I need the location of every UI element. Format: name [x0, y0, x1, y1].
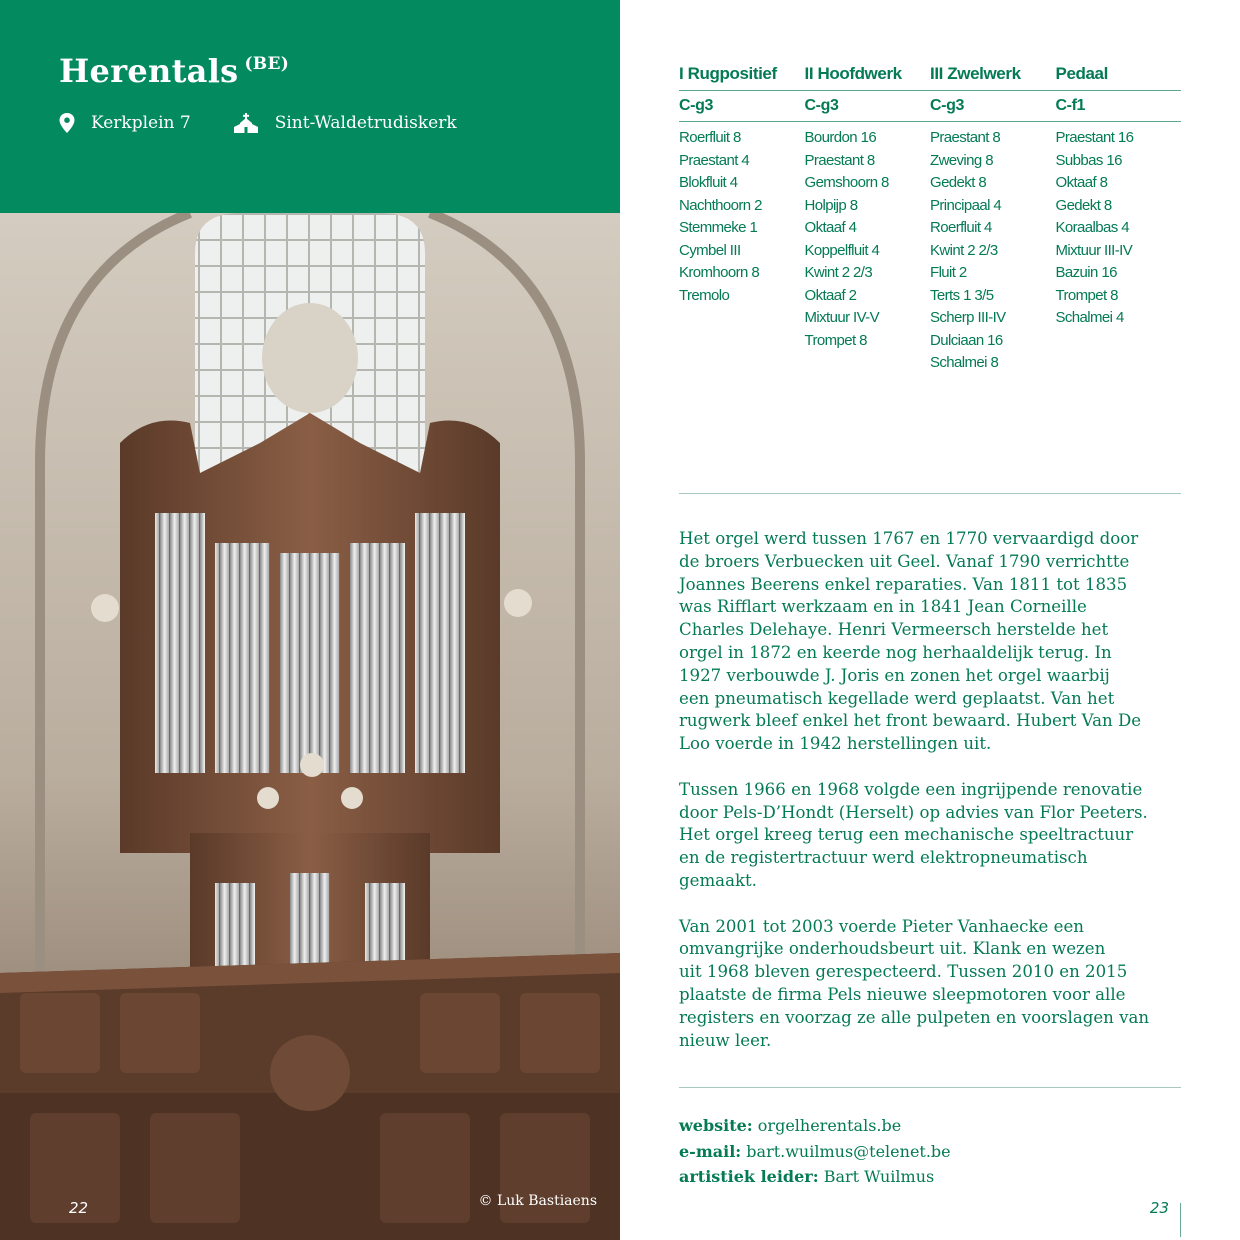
- stop-item: Praestant 16: [1055, 129, 1134, 146]
- map-pin-icon: [59, 113, 75, 133]
- stop-item: Fluit 2: [930, 264, 967, 281]
- organ-photo: [0, 213, 620, 1240]
- history-paragraph: Van 2001 tot 2003 voerde Pieter Vanhaecke een omvangrijke onderhoudsbeurt uit. Klank en wezen uit 1968 bleven gerespecteerd. Tussen 2010 en 2015 plaatste de firma Pels nieuwe sleepmotoren voor alle registers en voorzag ze alle pulpeten en voorslagen van nieuw leer.: [679, 916, 1150, 1050]
- photo-credit: © Luk Bastiaens: [478, 1193, 597, 1209]
- stop-item: Bazuin 16: [1055, 264, 1117, 281]
- stop-item: Gedekt 8: [930, 174, 987, 191]
- spec-column-rugpositief: [679, 64, 805, 375]
- stop-item: Praestant 8: [930, 129, 1001, 146]
- history-paragraph: Het orgel werd tussen 1767 en 1770 vervaardigd door de broers Verbuecken uit Geel. Vanaf 1790 verrichtte Joannes Beerens enkel reparaties. Van 1811 tot 1835 was Rifflart werkzaam en in 1841 Jean Corneille Charles Delehaye. Henri Vermeersch herstelde het orgel in 1872 en keerde nog herhaaldelijk terug. In 1927 verbouwde J. Joris en zonen het orgel waarbij een pneumatisch kegellade werd geplaatst. Van het rugwerk bleef enkel het front bewaard. Hubert Van De Loo voerde in 1942 herstellingen uit.: [679, 529, 1142, 754]
- spec-column-zwelwerk: [930, 64, 1056, 375]
- stop-item: Holpijp 8: [804, 196, 858, 214]
- stop-item: Mixtuur III-IV: [1055, 241, 1133, 259]
- stop-item: Mixtuur IV-V: [804, 309, 879, 326]
- stop-list: [930, 122, 1056, 375]
- stop-list: [1056, 122, 1182, 330]
- history-paragraph: Tussen 1966 en 1968 volgde een ingrijpende renovatie door Pels-D’Hondt (Herselt) op advies van Flor Peeters. Het orgel kreeg terug een mechanische speeltractuur en de registertractuur werd elektropneumatisch gemaakt.: [679, 779, 1148, 890]
- address-text: Kerkplein 7: [91, 113, 191, 133]
- website-link[interactable]: orgelherentals.be: [757, 1116, 902, 1135]
- history-text: [679, 528, 1189, 1075]
- country-code: (BE): [244, 54, 290, 74]
- right-page: [620, 0, 1240, 1240]
- stop-item: Subbas 16: [1055, 151, 1122, 169]
- header-band: [0, 0, 620, 213]
- email-line: [679, 1139, 951, 1165]
- spec-column-pedaal: [1056, 64, 1182, 375]
- stop-item: Roerfluit 8: [679, 129, 741, 146]
- page-number-right: 23: [1149, 1199, 1169, 1217]
- spec-column-head: I Rugpositief: [679, 64, 805, 91]
- spec-column-head: III Zwelwerk: [930, 64, 1056, 91]
- stop-list: [679, 122, 805, 307]
- spec-column-range: C-f1: [1056, 91, 1182, 122]
- stop-item: Schalmei 8: [930, 354, 999, 371]
- page-edge-rule: [1180, 1203, 1181, 1237]
- stop-item: Oktaaf 4: [804, 219, 857, 236]
- spec-column-range: C-g3: [805, 91, 931, 122]
- stop-item: Praestant 8: [804, 151, 875, 169]
- divider: [679, 1087, 1181, 1088]
- church-item: [233, 113, 457, 133]
- leader-line: [679, 1164, 951, 1190]
- stop-item: Oktaaf 8: [1055, 174, 1108, 191]
- spec-column-head: Pedaal: [1056, 64, 1182, 91]
- spec-column-hoofdwerk: [805, 64, 931, 375]
- stop-item: Trompet 8: [804, 331, 867, 349]
- stop-item: Kwint 2 2/3: [804, 264, 873, 281]
- stop-item: Gedekt 8: [1055, 196, 1112, 214]
- website-label: website:: [679, 1116, 753, 1135]
- organ-specification: [679, 64, 1181, 375]
- page-title: [59, 52, 289, 90]
- stop-item: Koraalbas 4: [1055, 219, 1129, 236]
- leader-name: Bart Wuilmus: [823, 1167, 935, 1186]
- address-item: [59, 113, 191, 133]
- church-icon: [233, 113, 259, 133]
- stop-item: Koppelfluit 4: [804, 241, 880, 259]
- stop-list: [805, 122, 931, 352]
- divider: [679, 493, 1181, 494]
- stop-item: Gemshoorn 8: [804, 174, 889, 191]
- spec-column-range: C-g3: [930, 91, 1056, 122]
- stop-item: Zweving 8: [930, 151, 993, 169]
- stop-item: Tremolo: [679, 286, 730, 304]
- stop-item: Nachthoorn 2: [679, 196, 762, 214]
- leader-label: artistiek leider:: [679, 1167, 819, 1186]
- stop-item: Bourdon 16: [804, 129, 877, 146]
- stop-item: Praestant 4: [679, 151, 750, 169]
- email-label: e-mail:: [679, 1141, 742, 1161]
- stop-item: Oktaaf 2: [804, 286, 857, 304]
- stop-item: Principaal 4: [930, 196, 1002, 214]
- location-row: [59, 113, 457, 133]
- stop-item: Terts 1 3/5: [930, 286, 994, 304]
- spec-column-head: II Hoofdwerk: [805, 64, 931, 91]
- stop-item: Blokfluit 4: [679, 174, 738, 191]
- stop-item: Stemmeke 1: [679, 219, 758, 236]
- stop-item: Schalmei 4: [1055, 309, 1124, 326]
- stop-item: Kwint 2 2/3: [930, 241, 998, 259]
- website-line: [679, 1113, 951, 1139]
- page-number-left: 22: [69, 1199, 89, 1217]
- contact-info: [679, 1113, 951, 1190]
- city-name: Herentals: [59, 52, 239, 90]
- stop-item: Cymbel III: [679, 241, 741, 259]
- church-name: Sint-Waldetrudiskerk: [274, 113, 457, 133]
- stop-item: Trompet 8: [1055, 286, 1118, 304]
- spec-column-range: C-g3: [679, 91, 805, 122]
- stop-item: Scherp III-IV: [930, 309, 1006, 326]
- stop-item: Roerfluit 4: [930, 219, 992, 236]
- stop-item: Dulciaan 16: [930, 331, 1003, 349]
- email-link[interactable]: bart.wuilmus@telenet.be: [746, 1141, 951, 1161]
- stop-item: Kromhoorn 8: [679, 264, 760, 281]
